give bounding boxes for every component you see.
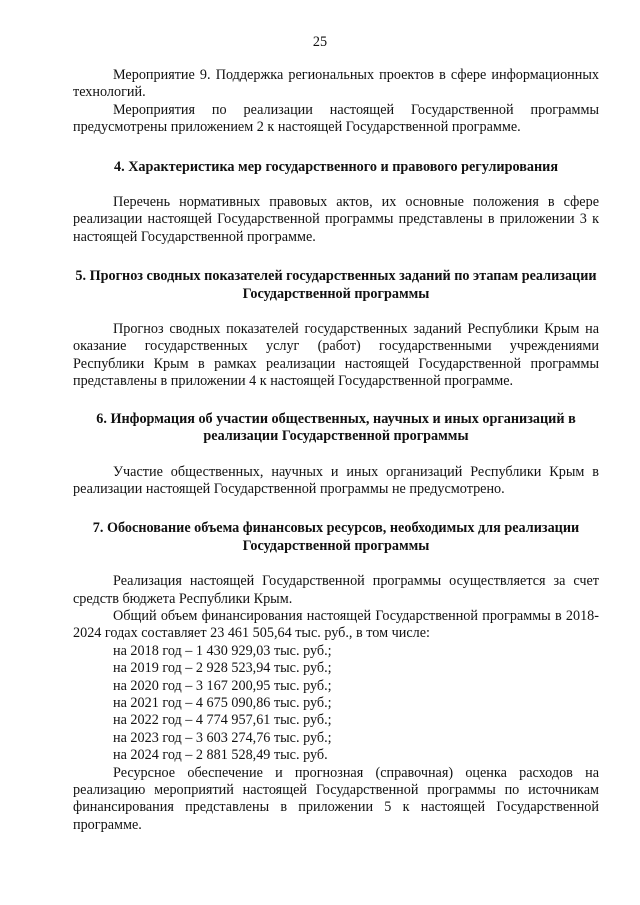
paragraph-measure-9: Мероприятие 9. Поддержка региональных проектов в сфере информационных технологий. <box>73 67 599 101</box>
funding-year-2021: на 2021 год – 4 675 090,86 тыс. руб.; <box>113 694 332 711</box>
page-number: 25 <box>312 34 328 50</box>
funding-year-2020: на 2020 год – 3 167 200,95 тыс. руб.; <box>113 677 332 694</box>
funding-year-2018: на 2018 год – 1 430 929,03 тыс. руб.; <box>113 642 332 659</box>
paragraph-organizations-participation: Участие общественных, научных и иных организаций Республики Крым в реализации настоящей Государственной программы не предусмотрено. <box>73 463 599 497</box>
paragraph-resource-provision: Ресурсное обеспечение и прогнозная (справочная) оценка расходов на реализацию мероприятий настоящей Государственной программы по источникам финансирования представлены в приложении 5 к настоящей Государственной программе. <box>73 764 599 833</box>
funding-year-2023: на 2023 год – 3 603 274,76 тыс. руб.; <box>113 729 332 746</box>
page-content <box>73 67 599 834</box>
funding-year-2022: на 2022 год – 4 774 957,61 тыс. руб.; <box>113 712 332 729</box>
funding-year-2024: на 2024 год – 2 881 528,49 тыс. руб. <box>113 747 328 764</box>
section-heading-7: 7. Обоснование объема финансовых ресурсов, необходимых для реализации Государственной программы <box>92 520 580 554</box>
paragraph-total-funding: Общий объем финансирования настоящей Государственной программы в 2018-2024 годах составляет 23 461 505,64 тыс. руб., в том числе: <box>73 607 599 642</box>
paragraph-legal-acts: Перечень нормативных правовых актов, их основные положения в сфере реализации настоящей Государственной программы представлены в приложении 3 к настоящей Государственной программе. <box>73 194 599 245</box>
section-heading-6: 6. Информация об участии общественных, научных и иных организаций в реализации Государственной программы <box>96 410 576 445</box>
funding-year-2019: на 2019 год – 2 928 523,94 тыс. руб.; <box>113 660 332 677</box>
section-heading-5: 5. Прогноз сводных показателей государственных заданий по этапам реализации Государственной программы <box>75 268 597 302</box>
paragraph-measures-appendix-2: Мероприятия по реализации настоящей Государственной программы предусмотрены приложением 2 к настоящей Государственной программе. <box>73 101 599 136</box>
paragraph-forecast-indicators: Прогноз сводных показателей государственных заданий Республики Крым на оказание государственных услуг (работ) государственными учреждениями Республики Крым в рамках реализации настоящей Государственной программы представлены в приложении 4 к настоящей Государственной программе. <box>73 321 599 390</box>
section-heading-4: 4. Характеристика мер государственного и правового регулирования <box>114 158 558 175</box>
paragraph-budget-source: Реализация настоящей Государственной программы осуществляется за счет средств бюджета Республики Крым. <box>73 573 599 607</box>
